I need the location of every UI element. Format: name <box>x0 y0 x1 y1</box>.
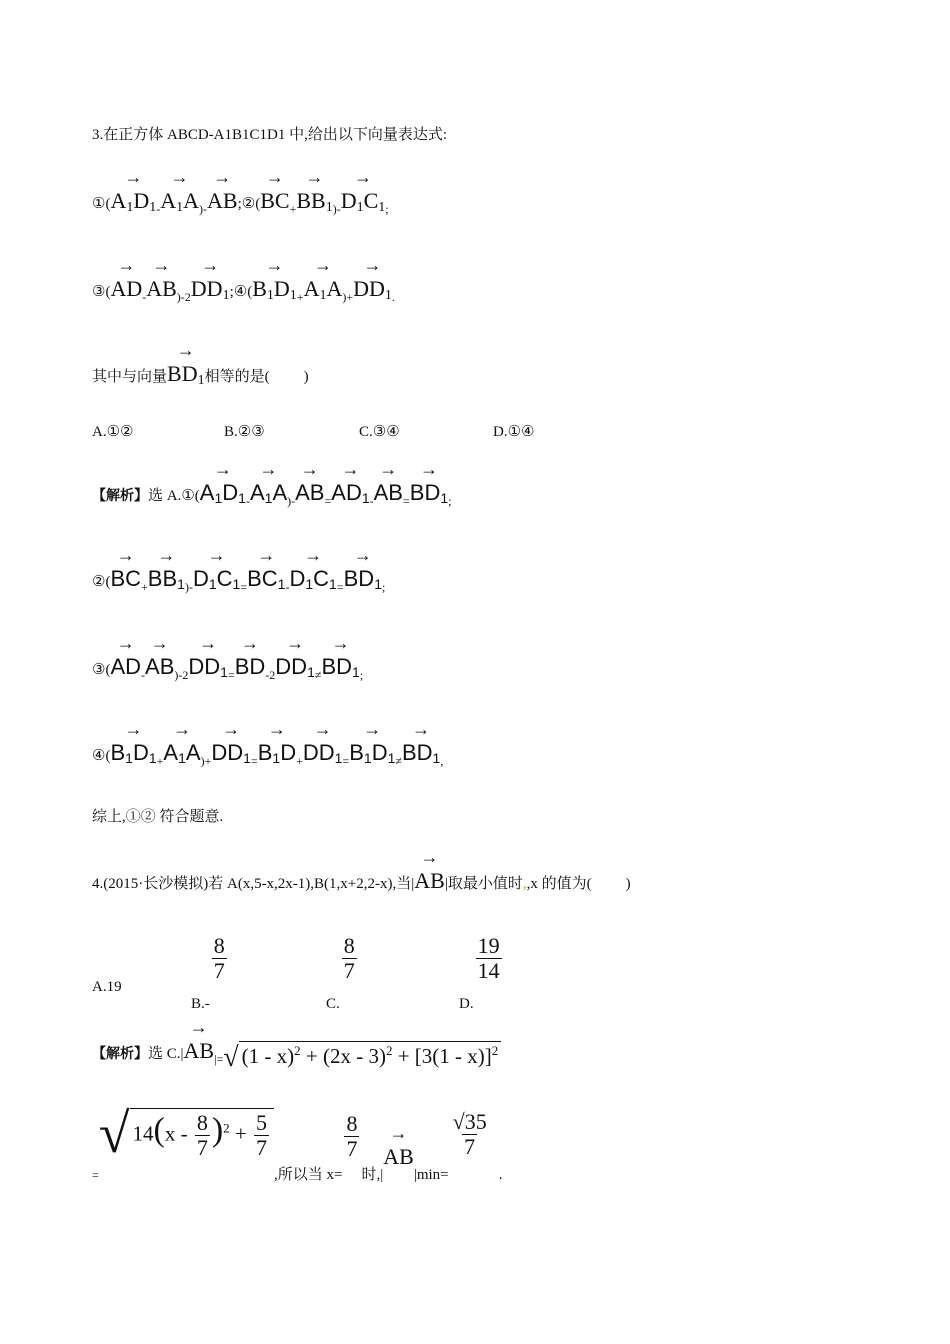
q3-option-c: C.③④ <box>359 424 400 440</box>
vector-a1d1: → A1D1 <box>110 190 156 212</box>
q4-option-b: B.- $\frac{8}{7}$ <box>191 933 225 1013</box>
q3-stem: 3.在正方体 ABCD-A1B1C1D1 中,给出以下向量表达式: <box>92 127 448 143</box>
q3-expr-1-2: ①(→ $A1D1_-\to A1A_{)-}\to$ AB;②(→ $BC_+\to BB1_{)-}\to D1C1_;$ <box>92 190 389 212</box>
sqrt-expression: √ (1 - x)$^2$ + (2x - 3)$^2$ + [3(1 - x)]$^2$ <box>223 1041 501 1069</box>
vector-a1a: → A1A <box>304 278 343 300</box>
q3-analysis-2: ②(→ $BC_+\to BB1_{)-}\to D1C1_=\to BC1_-\to D1C1_=\to BD1_;$ <box>92 568 385 590</box>
vector-a1a: → A1A <box>160 190 199 212</box>
q4-options <box>92 930 892 1013</box>
vector-bb1: → BB1 <box>296 190 332 212</box>
q4-option-c: C. $\frac{8}{7}$ <box>326 933 355 1013</box>
q3-options <box>92 425 892 445</box>
vector-dd1: → DD1 <box>353 278 392 300</box>
q4-option-a: A.19 <box>92 979 122 995</box>
vector-bc: → BC <box>260 190 289 212</box>
q3-analysis-3: ③(→ $AD_-\to AB_{)-2}\to DD1_=\to BD_{-2}\to DD1_\ne\to BD1_;$ <box>92 656 363 678</box>
vector-ab: → AB <box>146 278 177 300</box>
q3-target: 其中与向量→ BD1相等的是( ) <box>92 363 309 385</box>
sqrt-expression-2: √ 14(x - $\frac{8}{7}$ )$^2$ + $\frac{5}{7}$ <box>99 1106 274 1162</box>
vector-ad: → AD <box>110 278 142 300</box>
q3-option-b: B.②③ <box>224 424 265 440</box>
q3-option-d: D.①④ <box>493 424 535 440</box>
q4-analysis-2: $_=$√ 14(x - $\frac{8}{7}$ )$^2$ + $\frac{5}{7}$ ,所以当 x= $\frac{8}{7}$ 时,|→ AB|min= $\frac{√35}{7}$ . <box>92 1106 502 1162</box>
vector-ab: → AB <box>414 870 445 892</box>
vector-b1d1: → B1D1 <box>252 278 297 300</box>
q4-option-d: D. $\frac{19}{14}$ <box>459 933 500 1013</box>
vector-d1c1: → D1C1 <box>341 190 386 212</box>
q3-summary: 综上,①② 符合题意. <box>92 809 224 825</box>
q3-analysis-4: ④(→ $B1D1_+\to A1A_{)+}\to DD1_=\to B1D_+\to DD1_=\to B1D1_\ne\to BD1_,$ <box>92 742 443 764</box>
q3-expr-3-4: ③(→ $AD_-\to AB_{)-2}\to$ DD1;④(→ $B1D1_+\to A1A_{)+}\to DD1_.$ <box>92 278 395 300</box>
q4-analysis-1: 【解析】选 $C.|\to AB_{|=}√$ (1 - x)$^2$ + (2x - 3)$^2$ + [3(1 - x)]$^2$ <box>92 1040 501 1069</box>
vector-bd1: → BD1 <box>167 363 205 385</box>
vector-dd1: → DD1 <box>191 278 230 300</box>
q4-stem: 4.(2015·长沙模拟)若 A(x,5-x,2x-1),B(1,x+2,2-x),当|→ AB|取最小值时,,x 的值为( ) <box>92 870 631 892</box>
q3-analysis-1: 【解析】选 A.①(→ $A1D1_-\to A1A_{)-}\to AB_=\to AD1_-\to AB_=\to BD1_;$ <box>92 482 451 504</box>
q3-option-a: A.①② <box>92 424 134 440</box>
vector-ab: → AB <box>207 190 238 212</box>
